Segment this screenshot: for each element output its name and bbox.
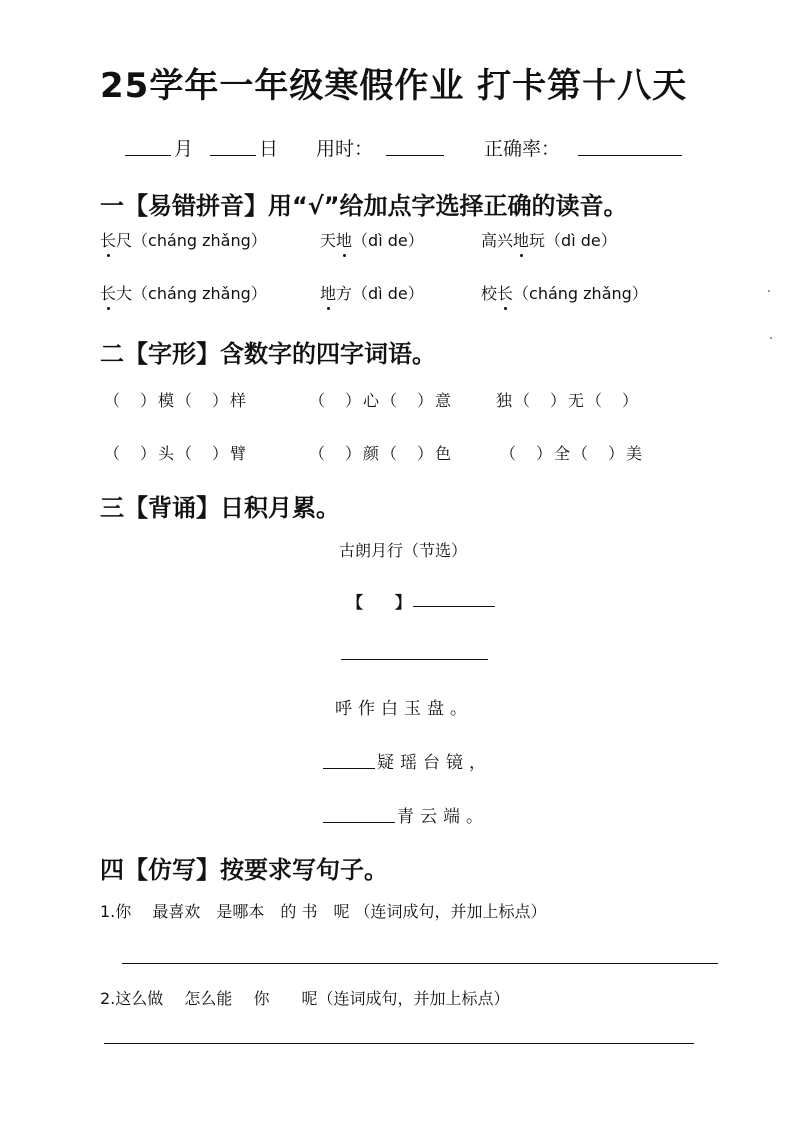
poem-line-2-blank[interactable] xyxy=(341,659,488,660)
answer-line-2[interactable] xyxy=(104,1043,694,1044)
poem-line-3: 呼作白玉盘。 xyxy=(335,699,473,719)
pinyin-item-6: 校长 （cháng zhǎng） xyxy=(481,281,648,304)
sentence-question-2: 2.这么做 怎么能 你 呢（连词成句，并加上标点） xyxy=(100,989,510,1008)
month-blank[interactable] xyxy=(125,155,171,156)
emphasis-dot xyxy=(327,307,330,310)
answer-line-1[interactable] xyxy=(122,963,718,964)
emphasis-dot xyxy=(343,254,346,257)
section1-heading: 一【易错拼音】用“√”给加点字选择正确的读音。 xyxy=(100,192,628,220)
dotted-char: 长 xyxy=(100,281,116,304)
emphasis-dot xyxy=(504,307,507,310)
accuracy-blank[interactable] xyxy=(578,155,682,156)
page-title: 25学年一年级寒假作业 打卡第十八天 xyxy=(100,66,688,106)
idiom-item[interactable]: （ ）颜（ ）色 xyxy=(309,444,454,463)
dotted-char: 地 xyxy=(513,228,529,251)
dotted-char: 地 xyxy=(320,281,336,304)
section3-heading: 三【背诵】日积月累。 xyxy=(100,494,340,522)
pinyin-item-3: 高兴地 玩（dì de） xyxy=(481,228,617,251)
pinyin-item-4: 长 大（cháng zhǎng） xyxy=(100,281,267,304)
dotted-char: 地 xyxy=(336,228,352,251)
pinyin-item-2: 天地 （dì de） xyxy=(320,228,424,251)
time-used-label: 用时： xyxy=(316,138,374,160)
day-blank[interactable] xyxy=(210,155,256,156)
scan-speck xyxy=(770,337,772,339)
section4-heading: 四【仿写】按要求写句子。 xyxy=(100,856,388,884)
emphasis-dot xyxy=(107,307,110,310)
scan-speck xyxy=(768,290,770,292)
dotted-char: 长 xyxy=(497,281,513,304)
accuracy-label: 正确率： xyxy=(484,138,561,160)
poem-title: 古朗月行（节选） xyxy=(339,541,468,560)
day-label: 日 xyxy=(259,138,279,160)
pinyin-item-1: 长 尺（cháng zhǎng） xyxy=(100,228,267,251)
month-label: 月 xyxy=(174,138,194,160)
poem-line-1-blank[interactable] xyxy=(413,606,495,607)
poem-line-5-blank[interactable] xyxy=(323,822,395,823)
sentence-question-1: 1.你 最喜欢 是哪本 的 书 呢 （连词成句，并加上标点） xyxy=(100,902,547,921)
idiom-item[interactable]: （ ）心（ ）意 xyxy=(309,391,454,410)
idiom-item[interactable]: 独（ ）无（ ） xyxy=(496,391,641,410)
idiom-item[interactable]: （ ）头（ ）臂 xyxy=(104,444,249,463)
idiom-item[interactable]: （ ）模（ ）样 xyxy=(104,391,249,410)
poem-line-1-bracket[interactable]: 【 】 xyxy=(347,593,412,612)
section2-heading: 二【字形】含数字的四字词语。 xyxy=(100,340,436,368)
poem-line-4-blank[interactable] xyxy=(323,768,375,769)
poem-line-4: 疑瑶台镜， xyxy=(377,753,492,773)
emphasis-dot xyxy=(107,254,110,257)
time-used-blank[interactable] xyxy=(386,155,444,156)
poem-line-5: 青云端。 xyxy=(397,807,489,827)
idiom-item[interactable]: （ ）全（ ）美 xyxy=(500,444,645,463)
pinyin-item-5: 地 方（dì de） xyxy=(320,281,424,304)
dotted-char: 长 xyxy=(100,228,116,251)
emphasis-dot xyxy=(520,254,523,257)
